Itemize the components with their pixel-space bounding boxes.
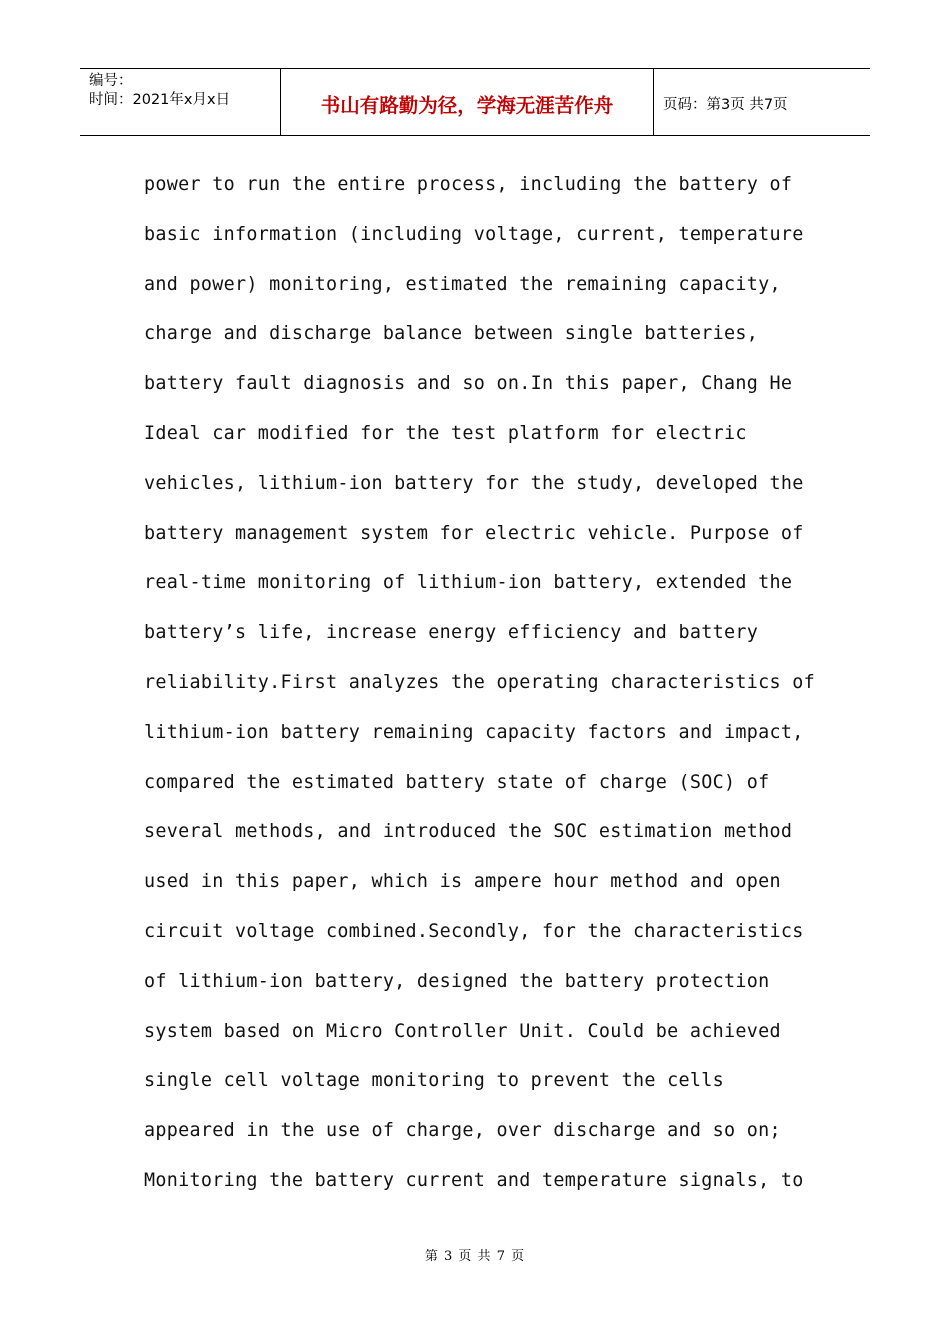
- page-header: [80, 68, 870, 136]
- body-text-line: Ideal car modified for the test platform for electric: [144, 422, 747, 444]
- body-text-line: battery management system for electric vehicle. Purpose of: [144, 522, 804, 544]
- header-meta-cell: [80, 69, 281, 135]
- body-text-line: single cell voltage monitoring to prevent the cells: [144, 1070, 724, 1092]
- body-text-line: power to run the entire process, including the battery of: [144, 174, 793, 195]
- page-footer: [0, 1245, 950, 1264]
- body-text-line: battery fault diagnosis and so on.In this paper, Chang He: [144, 373, 793, 395]
- page-info-text: 页码：第3页 共7页: [663, 96, 788, 113]
- body-text-line: vehicles, lithium-ion battery for the study, developed the: [144, 472, 804, 494]
- body-text-line: compared the estimated battery state of charge (SOC) of: [144, 771, 770, 793]
- document-body: [144, 160, 844, 1206]
- motto-text: 书山有路勤为径，学海无涯苦作舟: [320, 94, 614, 117]
- body-text-line: system based on Micro Controller Unit. Could be achieved: [144, 1020, 781, 1042]
- body-text-line: reliability.First analyzes the operating characteristics of: [144, 671, 815, 693]
- date-label: 时间：2021年x月x日: [89, 92, 231, 108]
- body-text-line: lithium-ion battery remaining capacity factors and impact,: [144, 721, 804, 743]
- body-text-line: and power) monitoring, estimated the remaining capacity,: [144, 273, 781, 295]
- body-text-line: charge and discharge balance between single batteries,: [144, 323, 759, 345]
- body-text-line: battery’s life, increase energy efficiency and battery: [144, 622, 759, 644]
- body-text-line: circuit voltage combined.Secondly, for the characteristics: [144, 920, 804, 942]
- header-motto-cell: [281, 69, 654, 135]
- footer-page-number: 第 3 页 共 7 页: [424, 1249, 526, 1264]
- body-text-line: several methods, and introduced the SOC estimation method: [144, 821, 793, 843]
- header-page-cell: [654, 69, 870, 135]
- serial-number-label: 编号：: [89, 73, 133, 89]
- body-text-line: real-time monitoring of lithium-ion battery, extended the: [144, 572, 793, 594]
- body-text-line: used in this paper, which is ampere hour method and open: [144, 871, 781, 893]
- body-text-line: Monitoring the battery current and temperature signals, to: [144, 1169, 804, 1191]
- body-text-line: basic information (including voltage, current, temperature: [144, 223, 804, 245]
- body-text-line: of lithium-ion battery, designed the battery protection: [144, 970, 770, 992]
- body-text-line: appeared in the use of charge, over discharge and so on;: [144, 1120, 781, 1142]
